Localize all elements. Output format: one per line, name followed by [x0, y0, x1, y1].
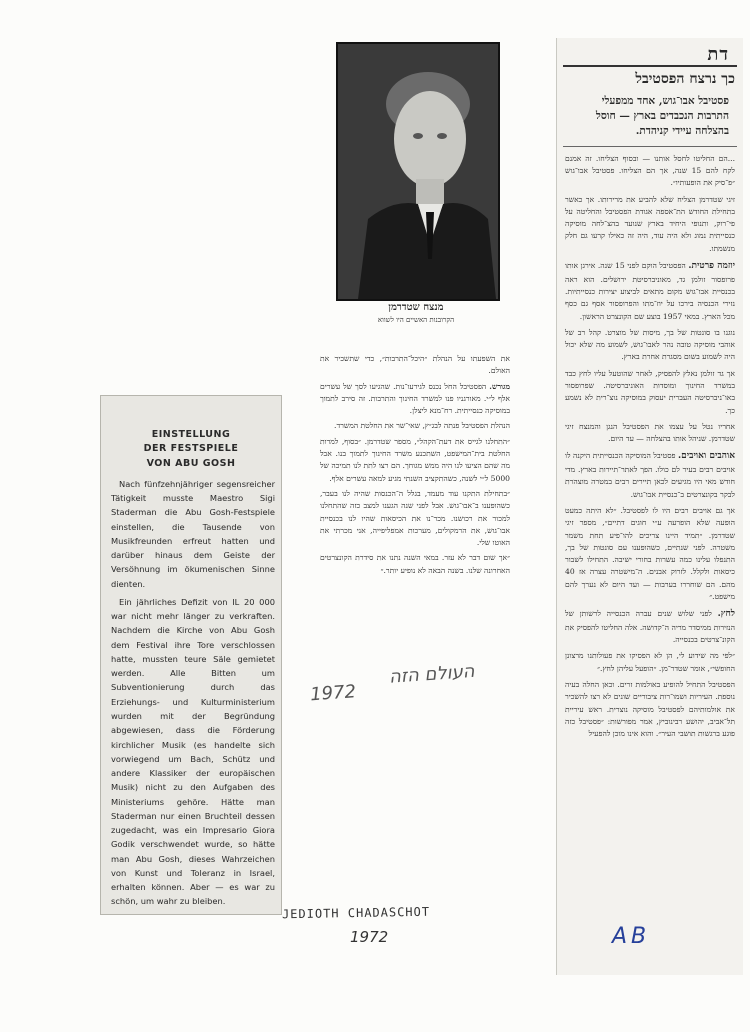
handwritten-year: 1972 — [309, 681, 357, 706]
paragraph: זיגי שטדרמן הצליח שלא להביע את מרירותו. אך כאשר בתחילת החודש הת־אספה אגודת הפסטיבל והחליטה על פי־רוק, ותנופי היחיד בארץ שנועד בהצ־לחה מוסיקה כנסייתית נמוג ולא היה עוד, היה זה כאילו קרעו גם חלק מנשמתו. — [565, 194, 735, 253]
handwritten-source: JEDIOTH CHADASCHOT — [281, 904, 431, 922]
paragraph: נוגנו בו סונטות של בך, מיסות של מוצרט. קהל רב של אוהבי מוסיקה טובה נהר לאבו־גוש, לשמוע מה שלא יכול היה לשמוע בשום מסגרת אחרת בארץ. — [565, 327, 735, 362]
photo-subcaption: הקרובנות האשיים היו לשווא — [377, 316, 455, 324]
inline-heading: אוהבים ואויבים. — [678, 451, 735, 462]
paragraph: ״בתחילת התקנו עוד מעמד, בגלל ה־הכנסות שהיה לנו בעבר, כשהופענו ב־אבו־גוש. אבל לפני שנה הגענו למצב כזה שהתחלנו למכור את רכושנו. מכר־נו את הכיסאות שהיו לנו בכנסיית אבו־גוש, את הרמקולים, מערכות אמפליפייה, אני מכרתי את האוטו שלי. — [320, 488, 510, 548]
paragraph-text: הפסטיבל החל נכנס לגירעו־נות. שהגיעו לסך של עשרים אלף ל״י. מאורגניו פנו למשרד החינוך והתרבות. זה סירב לתמוך במוסיקה כנסייתית. רח־מנא ליצלן. — [320, 381, 510, 416]
german-title-line: EINSTELLUNG — [151, 429, 231, 440]
paragraph — [565, 607, 735, 646]
paragraph-text: הפסטיבל הוקם לפני 15 שנה. אירגן אותו פרופסור זולמן גד, מאוניברסיטת ירושלים. הוא ראה בכנסיית אבו־גוש מקום מתאים לביצוע יצירות כנסייתיות. נזירי הכנסיה בירכו על יוז־מתו והפרופסור אסף גם כסף מכל הארץ. במאי 1957 בוצע שם הקונצרט הראשון. — [565, 261, 735, 321]
inline-heading: מגורש. — [489, 381, 510, 391]
paragraph: אך גם אויבים רבים היו לו לפסטיבל. ״לא היתה כמעט הופעה שלא הופרעה ע״י חוגים דתיים״, מספר זיגי שטדרמן. ״תמיד היינו צריכים להו־פיע תחת משמר משטרה. לפני שנתיים, כשהופענו עם סונטות של בך, התנפלו עלינו כמה עשרות בחורי ישיבה. התחילו לשבור כיסאות ולקלל. לזרוק אבנים. ה־מישטרה עצרה אז 40 מהם. הם שוחררו בערבות — ועד היום לא נערך להם מישפט.״ — [565, 505, 735, 602]
subhead: פסטיבל אבו־גוש, אחד ממפעלי התרבות הנכבדים בארץ — חוסל בהצלחה עיידי קניהדת. — [563, 90, 737, 147]
inline-heading: לחץ. — [717, 609, 735, 620]
handwritten-publication: העולם הזה — [388, 660, 476, 688]
german-body — [101, 471, 281, 909]
photo-caption: מנצח שטדרמן — [388, 302, 444, 313]
paragraph — [320, 381, 510, 418]
paragraph — [565, 449, 735, 500]
handwritten-source-note — [308, 650, 552, 727]
paragraph: את השפעתו על הנהלת ״היכל־התרבות״, כדי שתשכיר את האולם. — [320, 354, 510, 376]
paragraph: ״התחלנו לגייס את דעת־הקהל״, מספר שטדרמן. ״בסוף, למרות החלטת בית־המישפט, השתכנע משרד החינוך לתמוך בנו. אבל מה שהם הציעו לנו היה ממש מגוחך. הם רצו לתת לנו תמיכה של 5000 ל״י לשנה, כשהתקציב השנתי מגיע למאה עשרים אלף. — [320, 436, 510, 483]
paragraph: ״לפי מה שידוע לי, הן לא הפסיקו את פעולותנו מרצונן החופשי״, אומר שטדר־מן. ״הופעל עליהן לחץ.״ — [565, 651, 735, 673]
german-clipping — [100, 395, 282, 915]
headline: כך נרצח הפסטיבל — [635, 71, 735, 87]
conductor-portrait — [336, 42, 500, 301]
handwritten-source-year: 1972 — [350, 928, 389, 946]
article-body — [557, 147, 743, 741]
paragraph-text: פסטיבל המוסיקה הכנסייתית היקנה לו אויבים רבים בעיר לם כולו. הפך לאתר־תיירות בארץ. מדי חודש מאי היו מגיעים לכאן תיירים רבים במטרה מוצהרת לבקר בקונצרטים ב־כנסיית אבו־גוש. — [565, 451, 735, 499]
right-article — [556, 38, 743, 975]
paragraph: אך גד זולמן נאלץ להפסיק, לאחר שהוטעל עליו לחץ כבד במשרד החינוך ומוסדות האוניברסיטה. שפרופסור באו־ניברסיטה העברית יעסוק במוסיקה נוצ־רית לא נשמע כך. — [565, 368, 735, 415]
paragraph: ״אך שום דבר לא עזר. במאי השנה נתנו את סידרת הקונצרטים האחרונה שלנו. בשנה הבאה לא נופיע יותר.״ — [320, 553, 510, 575]
paragraph: ...הם החליטו לחסל אותנו — ובסוף הצליחו. זה אמנם לקח להם 15 שנה, אך הם הצליחו. פסטיבל אבו־גוש ״פ־סיק את הופעותיו״. — [565, 153, 735, 188]
paragraph: הנהלת הפסטיבל פנתה לבג״ץ, שאי־שר את החלטת המשרד. — [334, 421, 510, 431]
paragraph — [565, 259, 735, 323]
inline-heading: יוזמה פרטית. — [688, 261, 735, 272]
paragraph-text: לפני שלוש שנים עברה הכנסייה לרשותן של הנזירות ממיסדר מריה ה־קדושה. אלה החליטו להפסיק את הקונ־צרטים בכנסייה. — [565, 609, 735, 645]
paragraph: Nach fünfzehnjähriger segensreicher Tätigkeit musste Maestro Sigi Staderman die Abu Gosh-Festspiele einstellen, die Tausende von Musikfreunden erfreut hatten und darüber hinaus dem Geiste der Versöhnung im ökumenischen Sinne dienten. — [111, 478, 275, 589]
paragraph: הפסטיבל התחיל להופיע באולמות זרים. וכאן החלה בעיה נוספת. העיריות ושמו־רות ציבוריים שונים לא רצו להשכיר את אולמותיהם לפסטיבל מוסיקה נוצרית. ראש עיריית תל־אביב, יהושע רבינוביץ, אמר מפורשות: ״פסטיבל כזה פוגע ברגשות תושבי העיר״. והוא אינו מוכן להפעיל — [565, 680, 735, 739]
middle-article — [318, 30, 510, 620]
article-body — [320, 353, 510, 580]
paragraph: אחריו נטל על עצמו את הפסטיבל הנגן והמנצח זיגי שטדרמן. שניהל אותו בהצלחה — עד היום. — [565, 421, 735, 444]
paragraph: Ein jährliches Defizit von IL 20 000 war nicht mehr länger zu verkraften. Nachdem die Kirche von Abu Gosh dem Festival ihre Tore verschlossen hatte, mussten teure Säle gemietet werden. Alle Bitten um Subventionierung durch das Erziehungs- und Kulturministerium wurden mit der Begründung abgewiesen, dass die Förderung kirchlicher Musik (es handelte sich vorwiegend um Bach, Schütz und andere Klassiker der europäischen Musik) nicht zu den Aufgaben des Ministeriums gehöre. Hätte man Staderman nur einen Bruchteil dessen zugedacht, was ein Impresario Giora Godik verschwendet wurde, so hätte man Abu Gosh, dieses Wahrzeichen von Kunst und Toleranz in Israel, erhalten können. Aber — es war zu schön, um wahr zu bleiben. — [111, 596, 275, 907]
german-title-line: DER FESTSPIELE — [143, 443, 239, 455]
german-title-line: VON ABU GOSH — [146, 457, 236, 469]
handwritten-initials: AB — [612, 924, 651, 949]
german-title — [101, 396, 281, 471]
rubric: דת — [563, 38, 737, 67]
portrait-illustration — [338, 44, 498, 299]
